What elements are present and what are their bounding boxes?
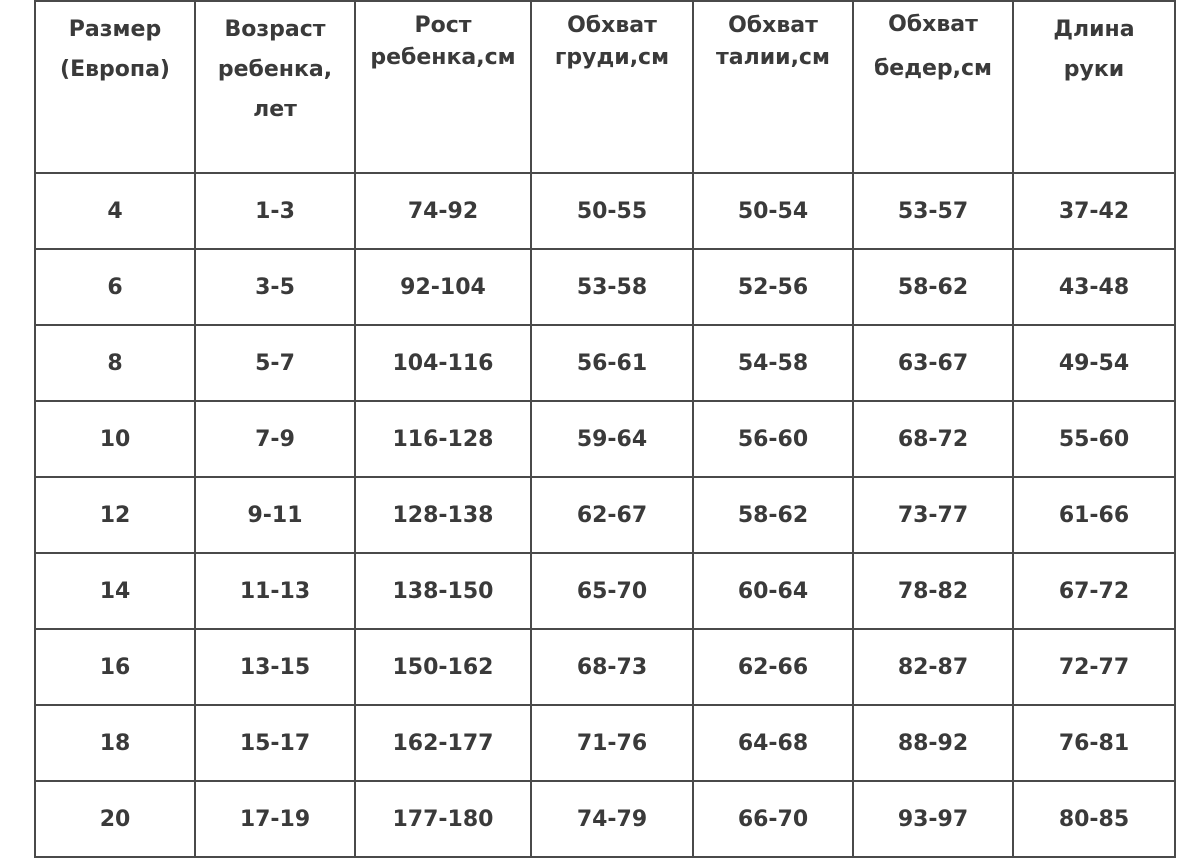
size-chart-table bbox=[34, 0, 1176, 858]
header-hips bbox=[853, 1, 1013, 173]
cell-hips: 73-77 bbox=[853, 477, 1013, 553]
cell-chest: 74-79 bbox=[531, 781, 693, 857]
table-row bbox=[35, 781, 1175, 857]
header-child-height bbox=[355, 1, 531, 173]
cell-hips: 88-92 bbox=[853, 705, 1013, 781]
cell-chest: 56-61 bbox=[531, 325, 693, 401]
cell-waist: 62-66 bbox=[693, 629, 853, 705]
cell-arm-length: 61-66 bbox=[1013, 477, 1175, 553]
cell-size-eu: 16 bbox=[35, 629, 195, 705]
cell-chest: 59-64 bbox=[531, 401, 693, 477]
table-row bbox=[35, 325, 1175, 401]
cell-hips: 53-57 bbox=[853, 173, 1013, 249]
cell-chest: 50-55 bbox=[531, 173, 693, 249]
cell-child-age: 17-19 bbox=[195, 781, 355, 857]
cell-waist: 58-62 bbox=[693, 477, 853, 553]
cell-arm-length: 49-54 bbox=[1013, 325, 1175, 401]
cell-waist: 56-60 bbox=[693, 401, 853, 477]
cell-hips: 82-87 bbox=[853, 629, 1013, 705]
cell-child-age: 13-15 bbox=[195, 629, 355, 705]
cell-chest: 65-70 bbox=[531, 553, 693, 629]
cell-waist: 64-68 bbox=[693, 705, 853, 781]
cell-hips: 63-67 bbox=[853, 325, 1013, 401]
header-line: лет bbox=[253, 97, 297, 122]
cell-child-height: 74-92 bbox=[355, 173, 531, 249]
cell-arm-length: 43-48 bbox=[1013, 249, 1175, 325]
cell-child-age: 1-3 bbox=[195, 173, 355, 249]
header-line: Возраст bbox=[224, 17, 326, 42]
header-line: ребенка,см bbox=[370, 45, 516, 70]
cell-child-height: 104-116 bbox=[355, 325, 531, 401]
table-row bbox=[35, 553, 1175, 629]
header-line: ребенка, bbox=[217, 57, 333, 82]
cell-chest: 62-67 bbox=[531, 477, 693, 553]
cell-child-age: 3-5 bbox=[195, 249, 355, 325]
cell-hips: 68-72 bbox=[853, 401, 1013, 477]
header-line: Длина bbox=[1053, 17, 1135, 42]
header-line: груди,см bbox=[554, 45, 670, 70]
cell-size-eu: 6 bbox=[35, 249, 195, 325]
header-child-age bbox=[195, 1, 355, 173]
table-row bbox=[35, 477, 1175, 553]
header-size-eu bbox=[35, 1, 195, 173]
cell-child-age: 5-7 bbox=[195, 325, 355, 401]
cell-size-eu: 14 bbox=[35, 553, 195, 629]
cell-child-height: 116-128 bbox=[355, 401, 531, 477]
cell-size-eu: 8 bbox=[35, 325, 195, 401]
cell-size-eu: 20 bbox=[35, 781, 195, 857]
cell-size-eu: 12 bbox=[35, 477, 195, 553]
cell-child-height: 92-104 bbox=[355, 249, 531, 325]
cell-chest: 68-73 bbox=[531, 629, 693, 705]
header-line: Обхват bbox=[567, 13, 657, 38]
cell-arm-length: 80-85 bbox=[1013, 781, 1175, 857]
cell-size-eu: 10 bbox=[35, 401, 195, 477]
cell-waist: 60-64 bbox=[693, 553, 853, 629]
cell-arm-length: 76-81 bbox=[1013, 705, 1175, 781]
cell-chest: 71-76 bbox=[531, 705, 693, 781]
header-line: Обхват bbox=[728, 13, 818, 38]
header-arm-length bbox=[1013, 1, 1175, 173]
table-row bbox=[35, 401, 1175, 477]
cell-arm-length: 55-60 bbox=[1013, 401, 1175, 477]
cell-child-age: 15-17 bbox=[195, 705, 355, 781]
cell-child-height: 138-150 bbox=[355, 553, 531, 629]
cell-size-eu: 18 bbox=[35, 705, 195, 781]
cell-arm-length: 67-72 bbox=[1013, 553, 1175, 629]
cell-child-age: 7-9 bbox=[195, 401, 355, 477]
header-line: Рост bbox=[414, 13, 472, 38]
cell-child-height: 128-138 bbox=[355, 477, 531, 553]
cell-size-eu: 4 bbox=[35, 173, 195, 249]
cell-chest: 53-58 bbox=[531, 249, 693, 325]
cell-hips: 58-62 bbox=[853, 249, 1013, 325]
cell-child-height: 162-177 bbox=[355, 705, 531, 781]
table-row bbox=[35, 249, 1175, 325]
header-line: (Европа) bbox=[60, 57, 170, 82]
header-line: бедер,см bbox=[873, 56, 993, 81]
cell-child-height: 177-180 bbox=[355, 781, 531, 857]
header-chest bbox=[531, 1, 693, 173]
cell-waist: 50-54 bbox=[693, 173, 853, 249]
cell-hips: 78-82 bbox=[853, 553, 1013, 629]
header-line: талии,см bbox=[716, 45, 830, 70]
cell-child-age: 11-13 bbox=[195, 553, 355, 629]
header-waist bbox=[693, 1, 853, 173]
cell-arm-length: 37-42 bbox=[1013, 173, 1175, 249]
table-row bbox=[35, 629, 1175, 705]
cell-child-age: 9-11 bbox=[195, 477, 355, 553]
header-line: руки bbox=[1063, 57, 1125, 82]
cell-waist: 54-58 bbox=[693, 325, 853, 401]
cell-arm-length: 72-77 bbox=[1013, 629, 1175, 705]
header-row bbox=[35, 1, 1175, 173]
cell-waist: 66-70 bbox=[693, 781, 853, 857]
table-row bbox=[35, 173, 1175, 249]
cell-waist: 52-56 bbox=[693, 249, 853, 325]
header-line: Размер bbox=[68, 17, 162, 42]
table-row bbox=[35, 705, 1175, 781]
cell-child-height: 150-162 bbox=[355, 629, 531, 705]
table-body bbox=[35, 173, 1175, 857]
cell-hips: 93-97 bbox=[853, 781, 1013, 857]
header-line: Обхват bbox=[888, 12, 978, 37]
